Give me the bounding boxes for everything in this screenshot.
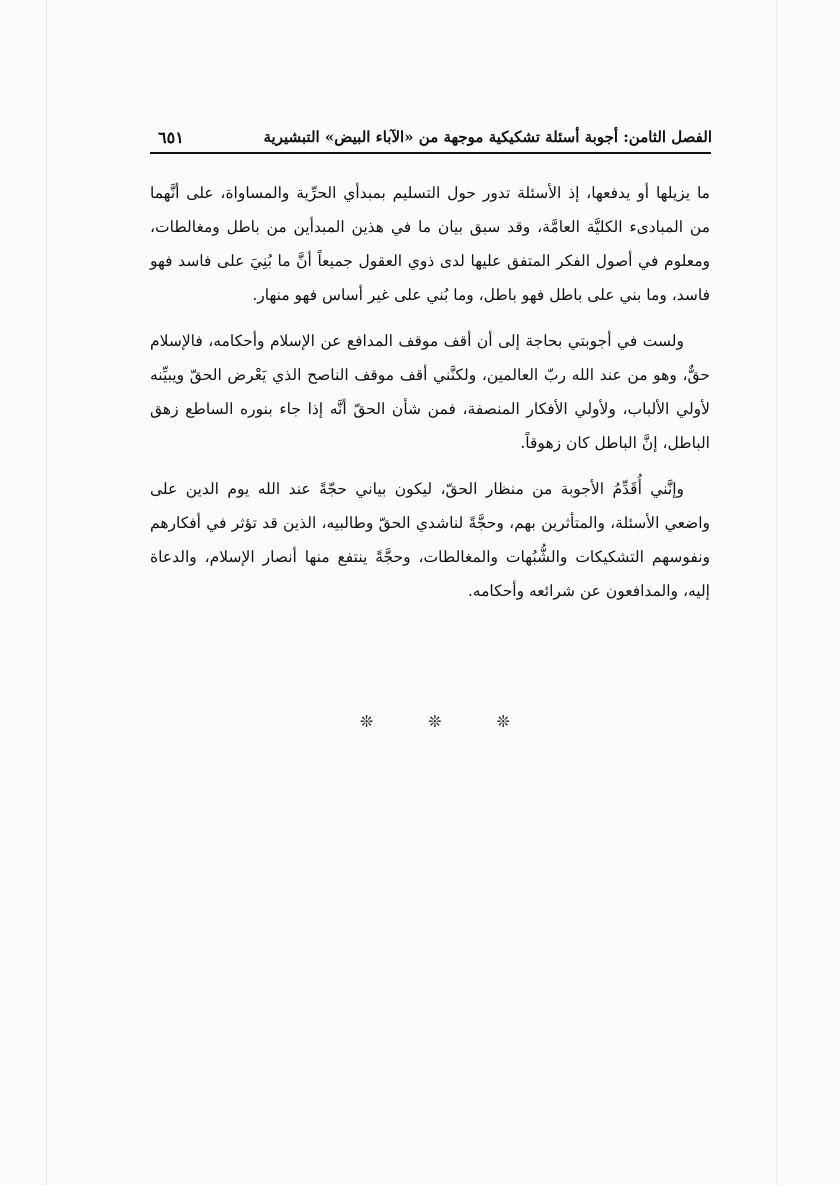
paragraph-1: ما يزيلها أو يدفعها، إذ الأسئلة تدور حول التسليم بمبدأي الحرِّية والمساواة، على أنَّهما من المبادىء الكليَّة العامَّة، وقد سبق بيان ما في هذين المبدأين من باطل ومغالطات، ومعلوم في أصول الفكر المتفق عليها لدى ذوي العقول جميعاً أنَّ ما بُنِيَ على فاسد فهو فاسد، وما بني على باطل فهو باطل، وما بُني على غير أساس فهو منهار. — [150, 184, 710, 304]
page-edge-right — [776, 0, 777, 1185]
chapter-title: الفصل الثامن: أجوبة أسئلة تشكيكية موجهة من «الآباء البيض» التبشيرية — [263, 128, 712, 146]
header-rule — [150, 152, 711, 154]
page-edge-left — [46, 0, 47, 1185]
asterism-icon: ❊ — [360, 712, 374, 731]
asterism-icon: ❊ — [428, 712, 442, 731]
paragraph-3: وإنَّني أُقَدِّمُ الأجوبة من منظار الحقّ، ليكون بياني حجّةً عند الله يوم الدين على واضعي الأسئلة، والمتأثرين بهم، وحجَّةً لناشدي الحقّ وطالبيه، الذين قد تؤثر في أفكارهم ونفوسهم التشكيكات والشُّبُهات والمغالطات، وحجَّةً ينتفع منها أنصار الإسلام، والدعاة إليه، والمدافعون عن شرائعه وأحكامه. — [150, 480, 710, 600]
running-header — [152, 126, 712, 154]
section-separator — [360, 712, 510, 736]
body-text — [150, 176, 710, 620]
paragraph-2: ولست في أجوبتي بحاجة إلى أن أقف موقف المدافع عن الإسلام وأحكامه، فالإسلام حقٌّ، وهو من عند الله ربّ العالمين، ولكنَّني أقف موقف الناصح الذي يَعْرض الحقّ ويبيِّنه لأولي الألباب، ولأولي الأفكار المنصفة، فمن شأن الحقّ أنَّه إذا جاء بنوره الساطع زهق الباطل، إنَّ الباطل كان زهوقاً. — [150, 332, 710, 452]
asterism-icon: ❊ — [496, 712, 510, 731]
page-number: ٦٥١ — [158, 128, 184, 147]
